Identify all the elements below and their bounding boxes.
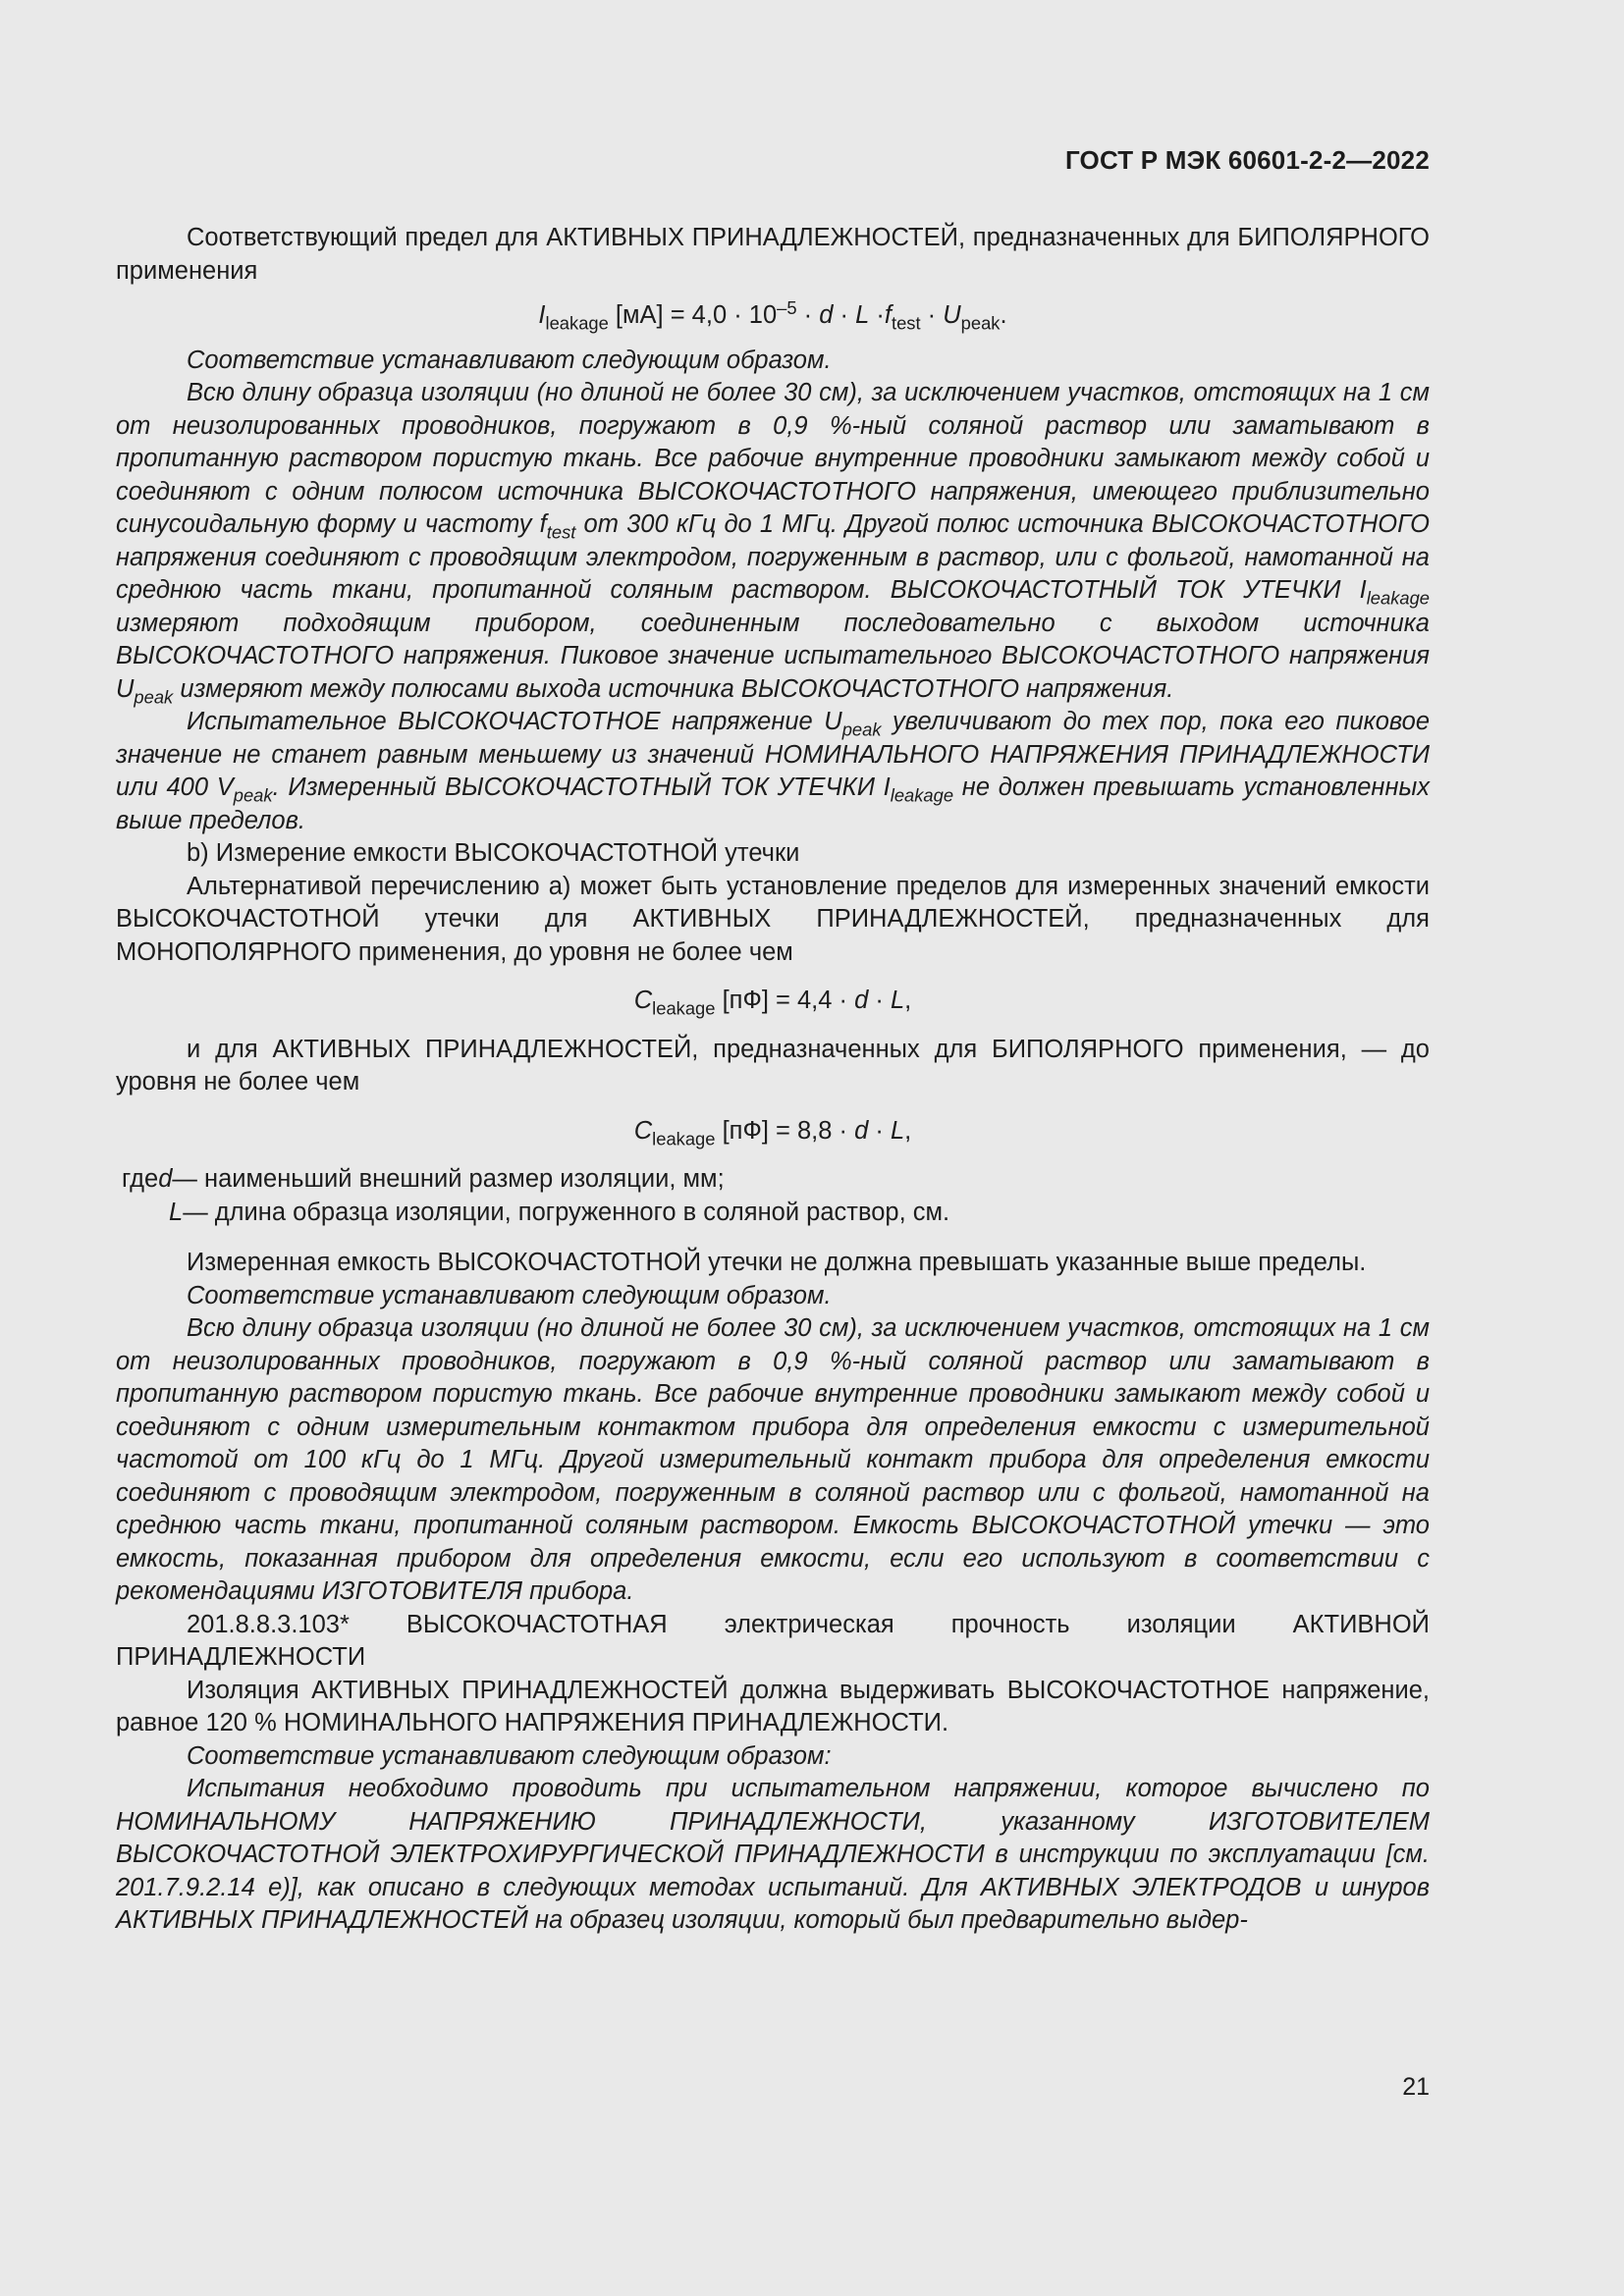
variable-definitions xyxy=(116,1163,1430,1229)
paragraph-bipolar-capacitance: и для АКТИВНЫХ ПРИНАДЛЕЖНОСТЕЙ, предназначенных для БИПОЛЯРНОГО применения, — до уровня не более чем xyxy=(116,1035,1430,1095)
paragraph-test-method-current: Всю длину образца изоляции (но длиной не более 30 см), за исключением участков, отстоящих на 1 см от неизолированных проводников, погружают в 0,9 %-ный соляной раствор или заматывают в пропитанную раствором пористую ткань. Все рабочие внутренние проводники замыкают между собой и соединяют с одним полюсом источника ВЫСОКОЧАСТОТНОГО напряжения, имеющего приблизительно синусоидальную форму и частоту $f_{test}$ от 300 кГц до 1 МГц. Другой полюс источника ВЫСОКОЧАСТОТНОГО напряжения соединяют с проводящим электродом, погруженным в раствор, или с фольгой, намотанной на среднюю часть ткани, пропитанной соляным раствором. ВЫСОКОЧАСТОТНЫЙ ТОК УТЕЧКИ $I_{leakage}$ измеряют подходящим прибором, соединенным последовательно с выходом источника ВЫСОКОЧАСТОТНОГО напряжения. Пиковое значение испытательного ВЫСОКОЧАСТОТНОГО напряжения $U_{peak}$ измеряют между полюсами выхода источника ВЫСОКОЧАСТОТНОГО напряжения. xyxy=(116,379,1430,707)
paragraph-capacitance-alternative: Альтернативой перечислению а) может быть установление пределов для измеренных значений емкости ВЫСОКОЧАСТОТНОЙ утечки для АКТИВНЫХ ПРИНАДЛЕЖНОСТЕЙ, предназначенных для МОНОПОЛЯРНОГО применения, до уровня не более чем xyxy=(116,872,1430,966)
formula-leakage-current: $I_{leakage}$ $[мА] = 4,0 \cdot 10^{-5} \cdot d \cdot L \cdot f_{test} \cdot U_{peak}$. xyxy=(538,296,1007,334)
paragraph-test-voltage: Испытательное ВЫСОКОЧАСТОТНОЕ напряжение $U_{peak}$ увеличивают до тех пор, пока его пиковое значение не станет равным меньшему из значений НОМИНАЛЬНОГО НАПРЯЖЕНИЯ ПРИНАДЛЕЖНОСТИ или 400 $V_{peak}$. Измеренный ВЫСОКОЧАСТОТНЫЙ ТОК УТЕЧКИ $I_{leakage}$ не должен превышать установленных выше пределов. xyxy=(116,708,1430,834)
document-header: ГОСТ Р МЭК 60601-2-2—2022 xyxy=(1064,145,1430,175)
compliance-statement-3: Соответствие устанавливают следующим образом: xyxy=(187,1741,832,1770)
page-number: 21 xyxy=(1402,2073,1430,2101)
paragraph-bipolar-limit: Соответствующий предел для АКТИВНЫХ ПРИНАДЛЕЖНОСТЕЙ, предназначенных для БИПОЛЯРНОГО применения xyxy=(116,224,1430,285)
list-item-b: b) Измерение емкости ВЫСОКОЧАСТОТНОЙ утечки xyxy=(187,839,800,867)
formula-capacitance-bipolar: $C_{leakage}$ [пФ] = 8,8 · d · L, xyxy=(633,1116,912,1148)
definition-d: где d — наименьший внешний размер изоляции, мм; xyxy=(122,1165,725,1193)
formula-capacitance-monopolar: $C_{leakage}$ [пФ] = 4,4 · d · L, xyxy=(633,987,912,1019)
paragraph-capacitance-limit: Измеренная емкость ВЫСОКОЧАСТОТНОЙ утечки не должна превышать указанные выше пределы. xyxy=(187,1249,1367,1276)
section-heading-201-8-8-3-103: 201.8.8.3.103* ВЫСОКОЧАСТОТНАЯ электрическая прочность изоляции АКТИВНОЙ ПРИНАДЛЕЖНОСТИ xyxy=(116,1610,1430,1671)
definition-L: L — длина образца изоляции, погруженного в соляной раствор, см. xyxy=(169,1198,950,1226)
compliance-statement-2: Соответствие устанавливают следующим образом. xyxy=(187,1281,832,1309)
compliance-statement-1: Соответствие устанавливают следующим образом. xyxy=(187,346,832,374)
paragraph-test-method-capacitance: Всю длину образца изоляции (но длиной не более 30 см), за исключением участков, отстоящих на 1 см от неизолированных проводников, погружают в 0,9 %-ный соляной раствор или заматывают в пропитанную раствором пористую ткань. Все рабочие внутренние проводники замыкают между собой и соединяют с одним измерительным контактом прибора для определения емкости с измерительной частотой от 100 кГц до 1 МГц. Другой измерительный контакт прибора для определения емкости соединяют с проводящим электродом, погруженным в соляной раствор или с фольгой, намотанной на среднюю часть ткани, пропитанной соляным раствором. Емкость ВЫСОКОЧАСТОТНОЙ утечки — это емкость, показанная прибором для определения емкости, если его используют в соответствии с рекомендациями ИЗГОТОВИТЕЛЯ прибора. xyxy=(116,1314,1430,1605)
paragraph-test-procedure: Испытания необходимо проводить при испытательном напряжении, которое вычислено по НОМИНАЛЬНОМУ НАПРЯЖЕНИЮ ПРИНАДЛЕЖНОСТИ, указанному ИЗГОТОВИТЕЛЕМ ВЫСОКОЧАСТОТНОЙ ЭЛЕКТРОХИРУРГИЧЕСКОЙ ПРИНАДЛЕЖНОСТИ в инструкции по эксплуатации [см. 201.7.9.2.14 е)], как описано в следующих методах испытаний. Для АКТИВНЫХ ЭЛЕКТРОДОВ и шнуров АКТИВНЫХ ПРИНАДЛЕЖНОСТЕЙ на образец изоляции, который был предварительно выдер- xyxy=(116,1775,1430,1934)
paragraph-insulation-requirement: Изоляция АКТИВНЫХ ПРИНАДЛЕЖНОСТЕЙ должна выдерживать ВЫСОКОЧАСТОТНОЕ напряжение, равное 120 % НОМИНАЛЬНОГО НАПРЯЖЕНИЯ ПРИНАДЛЕЖНОСТИ. xyxy=(116,1676,1430,1736)
page-body xyxy=(116,222,1430,1938)
